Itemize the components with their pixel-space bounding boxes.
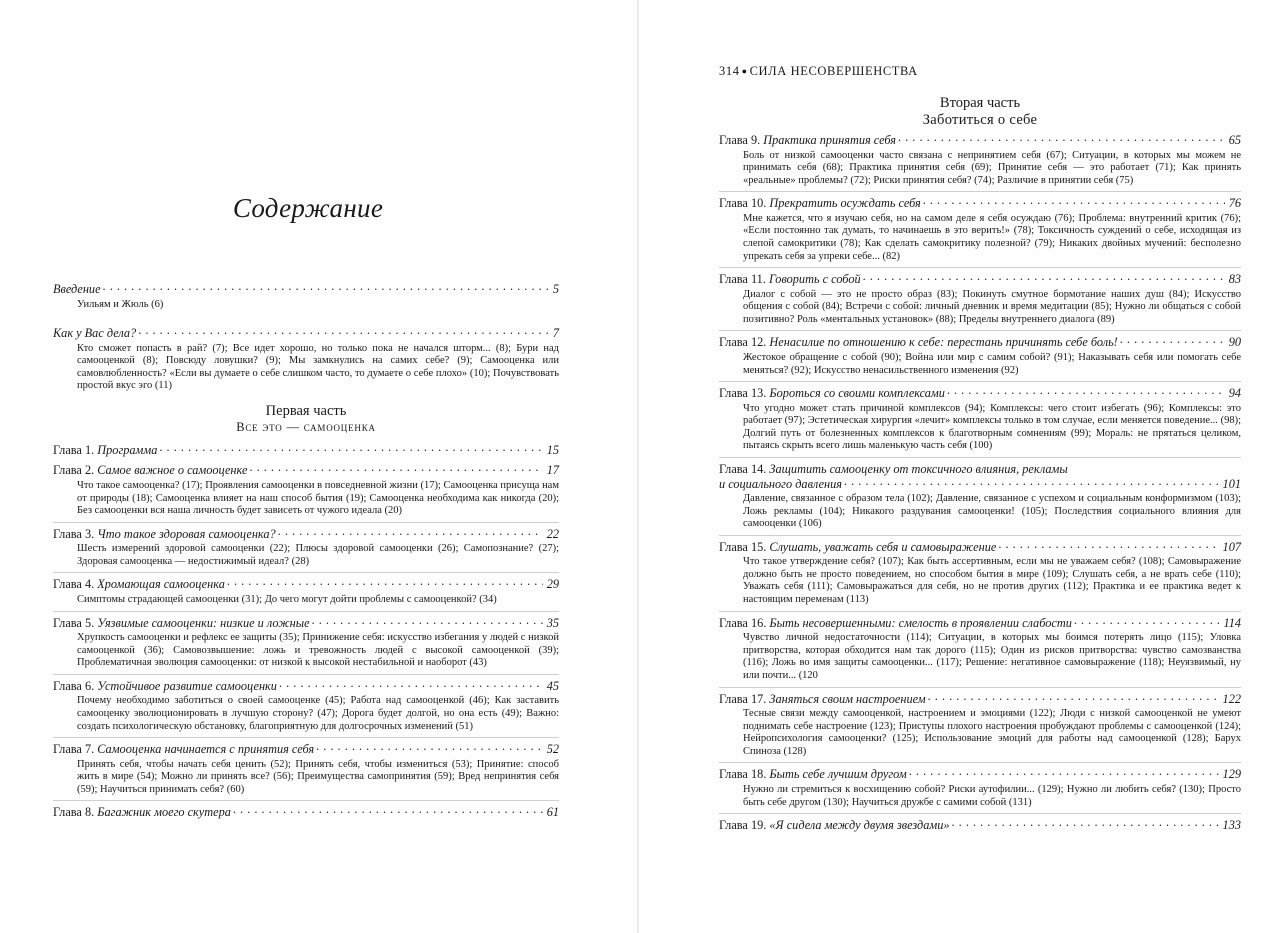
toc-entry — [719, 457, 1241, 531]
entry-title-line — [53, 805, 559, 820]
dot-leader — [952, 819, 1219, 829]
dot-leader — [844, 478, 1219, 488]
dot-leader — [316, 743, 543, 753]
chapter-sections: Нужно ли стремиться к восхищению собой? Риски аутофилии... (129); Нужно ли любить себя? (130); Просто быть себе другом (130); Научиться дружбе с самими собой (131) — [743, 783, 1241, 808]
chapter-page: 94 — [1228, 386, 1241, 401]
chapter-title: Устойчивое развитие самооценки — [97, 678, 277, 693]
chapter-sections: Диалог с собой — это не просто образ (83); Покинуть смутное бормотание наших душ (84); Искусство общения с собой (84); Встречи с собой: личный дневник и время медитации (85); Нужно ли общаться с собой позитивно? Роль «ментальных установок» (88); Пределы внутреннего диалога (89) — [743, 288, 1241, 325]
chapter-page: 22 — [546, 526, 559, 541]
dot-leader — [1120, 336, 1225, 346]
entry-divider — [719, 762, 1241, 763]
dot-leader — [312, 617, 543, 627]
part-label: Первая часть — [265, 402, 347, 419]
toc-entry — [719, 687, 1241, 759]
entry-divider — [53, 737, 559, 738]
entry-divider — [719, 267, 1241, 268]
toc-entry — [719, 762, 1241, 809]
toc-entry — [53, 463, 559, 517]
running-header — [719, 64, 918, 79]
chapter-title: Ненасилие по отношению к себе: перестань причинять себе боль! — [769, 335, 1118, 350]
entry-title-line — [53, 326, 559, 341]
entry-divider — [53, 800, 559, 801]
toc-entry — [719, 330, 1241, 377]
entry-title-line — [719, 462, 1241, 477]
chapter-sections: Что угодно может стать причиной комплексов (94); Комплексы: чего стоит избегать (96); Комплексы: это работает (97); Эстетическая хирургия «лечит» комплексы только в том случае, если меняется поведение... (98); Долгий путь от болезненных комплексов к благотворным сомнениям (99); Мораль: не прятаться целиком, пытаясь скрыть всего лишь маленькую часть себя (100) — [743, 402, 1241, 452]
chapter-page: 122 — [1222, 691, 1241, 706]
dot-leader — [279, 680, 543, 690]
chapter-number: Глава 15. — [719, 539, 767, 554]
dot-leader — [227, 578, 543, 588]
chapter-title: Самое важное о самооценке — [97, 463, 248, 478]
toc-entry — [53, 282, 559, 311]
entry-divider — [719, 457, 1241, 458]
entry-divider — [719, 813, 1241, 814]
dot-leader — [923, 197, 1225, 207]
chapter-title: Уязвимые самооценки: низкие и ложные — [97, 615, 310, 630]
chapter-page: 29 — [546, 577, 559, 592]
toc-entry — [719, 381, 1241, 453]
chapter-sections: Что такое утверждение себя? (107); Как быть ассертивным, если мы не уважаем себя? (108); Самовыражение должно быть не просто поведением, но способом бытия в мире (109); Слушать себя, а не врать себе (110); Уважать себя (111); Самовыражаться для себя, но не против других (112); Практика и ее практика ведет к настоящим переменам (113) — [743, 556, 1241, 606]
toc-entry — [719, 267, 1241, 326]
entry-title-line — [719, 196, 1241, 211]
chapter-number: Глава 10. — [719, 196, 767, 211]
chapter-page: 90 — [1228, 335, 1241, 350]
dot-leader — [898, 134, 1225, 144]
chapter-page: 35 — [546, 615, 559, 630]
chapter-title: Быть несовершенными: смелость в проявлении слабости — [769, 615, 1072, 630]
entry-divider — [719, 687, 1241, 688]
chapter-title: Хромающая самооценка — [97, 577, 225, 592]
dot-leader — [233, 806, 543, 816]
dot-leader — [928, 693, 1219, 703]
chapter-sections: Тесные связи между самооценкой, настроением и эмоциями (122); Люди с низкой самооценкой не умеют поднимать себе настроение (123); Приступы плохого настроения пробуждают проблемы с самооценкой (124); Нейропсихология самооценки? (125); Использование эмоций для работы над самооценкой (128); Барух Спиноза (128) — [743, 708, 1241, 757]
entry-title-line — [719, 616, 1241, 631]
entry-divider — [53, 674, 559, 675]
entry-title-line — [719, 692, 1241, 707]
chapter-title: Багажник моего скутера — [97, 805, 231, 820]
chapter-sections: Жестокое обращение с собой (90); Война или мир с самим собой? (91); Наказывать себя или помогать себе меняться? (92); Искусство ненасильственного изменения (92) — [743, 351, 1241, 376]
entry-divider — [719, 611, 1241, 612]
chapter-sections: Что такое самооценка? (17); Проявления самооценки в повседневной жизни (17); Самооценка присуща нам от природы (18); Самооценка влияет на наш способ бытия (19); Самооценка необходима как никогда (20); Без самооценки вся наша личность будет зависеть от чужого идеала (20) — [77, 479, 559, 517]
toc-entry — [53, 800, 559, 820]
chapter-sections: Шесть измерений здоровой самооценки (22); Плюсы здоровой самооценки (26); Самопознание? (27); Здоровая самооценка — недостижимый идеал? (28) — [77, 543, 559, 567]
part-heading — [53, 403, 559, 435]
chapter-number: Глава 11. — [719, 272, 766, 287]
chapter-page: 52 — [546, 742, 559, 757]
chapter-number: Глава 1. — [53, 442, 95, 457]
chapter-number: Глава 12. — [719, 335, 767, 350]
dot-leader — [159, 444, 542, 454]
chapter-title: Слушать, уважать себя и самовыражение — [769, 539, 997, 554]
dot-leader — [1074, 617, 1220, 627]
chapter-number: Глава 4. — [53, 577, 95, 592]
chapter-page: 107 — [1222, 539, 1241, 554]
entry-title-line — [53, 577, 559, 592]
chapter-page: 61 — [546, 805, 559, 820]
toc-entry — [719, 611, 1241, 683]
chapter-title: Введение — [53, 282, 101, 296]
entry-title-line — [53, 742, 559, 757]
entry-title-line — [719, 477, 1241, 492]
entry-divider — [53, 572, 559, 573]
chapter-page: 15 — [546, 442, 559, 457]
toc-entry — [719, 133, 1241, 187]
chapter-page: 129 — [1222, 767, 1241, 782]
chapter-title: Прекратить осуждать себя — [769, 196, 921, 211]
chapter-number: Глава 9. — [719, 133, 761, 147]
dot-leader — [863, 273, 1225, 283]
entry-title-line — [719, 386, 1241, 401]
entry-divider — [719, 535, 1241, 536]
part-heading — [719, 95, 1241, 129]
chapter-sections: Мне кажется, что я изучаю себя, но на самом деле я себя осуждаю (76); Проблема: внутренний критик (76); «Если постоянно так думать, то начинаешь в это верить!» (78); Токсичность суждений о себе, исходящая из слепой самокритики (78); Как сделать самокритику полезной? (79); Никаких двойных мучений: бесполезно упрекать себя за упреки себе... (82) — [743, 212, 1241, 262]
chapter-number: Глава 19. — [719, 818, 767, 833]
chapter-number: Глава 5. — [53, 615, 95, 630]
dot-leader — [249, 464, 542, 474]
chapter-page: 65 — [1228, 133, 1241, 147]
book-title: СИЛА НЕСОВЕРШЕНСТВА — [749, 64, 918, 78]
chapter-title: Практика принятия себя — [763, 133, 896, 147]
chapter-sections: Давление, связанное с образом тела (102); Давление, связанное с успехом и социальным конформизмом (103); Ложь рекламы (104); Никакого раздувания самооценки! (105); Последствия социального влияния для самооценки (106) — [743, 493, 1241, 530]
chapter-sections: Уильям и Жюль (6) — [77, 298, 164, 310]
right-page — [639, 0, 1276, 933]
dot-leader — [278, 528, 543, 538]
chapter-title: «Я сидела между двумя звездами» — [769, 818, 950, 833]
chapter-number: Глава 3. — [53, 526, 95, 541]
entry-divider — [719, 330, 1241, 331]
entry-divider — [719, 381, 1241, 382]
right-toc-column — [719, 95, 1241, 833]
dot-leader — [103, 283, 549, 293]
part-wrap — [719, 95, 1241, 129]
chapter-sections: Хрупкость самооценки и рефлекс ее защиты (35); Принижение себя: искусство избегания у людей с низкой самооценкой (36); Самовозвышение: ложь и тревожность людей с высокой самооценкой (39); Проблематичная эволюция самооценки: от низкой к высокой нестабильной и наоборот (43) — [77, 632, 559, 669]
chapter-title-continued: и социального давления — [719, 476, 842, 491]
chapter-sections: Симптомы страдающей самооценки (31); До чего могут дойти проблемы с самооценкой? (34) — [77, 593, 497, 605]
entry-title-line — [53, 527, 559, 542]
part-name: Все это — самооценка — [236, 419, 376, 434]
bullet-icon: ● — [741, 66, 748, 76]
entry-title-line — [53, 679, 559, 694]
entry-divider — [53, 611, 559, 612]
toc-entry — [53, 674, 559, 733]
dot-leader — [998, 541, 1218, 551]
part-wrap — [53, 403, 559, 435]
toc-entry — [53, 522, 559, 569]
chapter-title: Быть себе лучшим другом — [769, 767, 907, 782]
toc-entry — [53, 443, 559, 458]
page-title: Содержание — [232, 193, 384, 223]
chapter-number: Глава 17. — [719, 691, 767, 706]
chapter-page: 133 — [1222, 818, 1241, 833]
chapter-number: Глава 2. — [53, 463, 95, 478]
chapter-page: 45 — [546, 678, 559, 693]
dot-leader — [909, 768, 1219, 778]
chapter-title: Бороться со своими комплексами — [769, 386, 945, 401]
chapter-page: 5 — [552, 282, 559, 296]
entry-title-line — [719, 272, 1241, 287]
left-page — [0, 0, 637, 933]
left-toc-column — [53, 282, 559, 820]
chapter-page: 101 — [1222, 476, 1241, 491]
toc-entry — [53, 572, 559, 606]
chapter-sections: Чувство личной недостаточности (114); Ситуации, в которых мы боимся потерять лицо (115); Уловка притворства, которая обходится нам так дорого (115); Один из рисков притворства: чувство самозванства (116); Ложь во имя защиты самооценки... (117); Решение: негативное самовыражение (118); Неуязвимый, ну или почти... (120 — [743, 632, 1241, 681]
toc-entry — [53, 737, 559, 796]
chapter-number: Глава 18. — [719, 767, 767, 782]
toc-entry — [719, 813, 1241, 833]
chapter-page: 76 — [1228, 196, 1241, 211]
entry-title-line — [53, 443, 559, 458]
chapter-sections: Почему необходимо заботиться о своей самооценке (45); Работа над самооценкой (46); Как заставить самооценку эволюционировать в лучшую сторону? (47); Дорога будет долгой, но она есть (49); Важно: создать психологическую обстановку, благоприятную для долгосрочных изменений (51) — [77, 695, 559, 732]
chapter-title: Заняться своим настроением — [769, 691, 926, 706]
entry-divider — [719, 191, 1241, 192]
chapter-number: Глава 8. — [53, 805, 95, 820]
chapter-title: Защитить самооценку от токсичного влияния, рекламы — [769, 462, 1068, 476]
dot-leader — [138, 327, 549, 337]
entry-title-line — [53, 463, 559, 478]
chapter-page: 7 — [552, 326, 559, 341]
chapter-page: 17 — [546, 463, 559, 478]
toc-entry — [719, 191, 1241, 263]
chapter-number: Глава 14. — [719, 462, 767, 476]
toc-entry — [53, 326, 559, 393]
entry-title-line — [719, 133, 1241, 148]
chapter-title: Самооценка начинается с принятия себя — [97, 742, 315, 757]
chapter-number: Глава 7. — [53, 742, 95, 757]
toc-entry — [719, 535, 1241, 607]
chapter-number: Глава 16. — [719, 615, 767, 630]
toc-entry — [53, 611, 559, 670]
entry-title-line — [719, 540, 1241, 555]
chapter-page: 114 — [1223, 615, 1241, 630]
entry-title-line — [719, 818, 1241, 833]
entry-divider — [53, 522, 559, 523]
chapter-title: Говорить с собой — [768, 272, 861, 287]
part-label: Вторая часть — [939, 95, 1021, 111]
chapter-number: Глава 13. — [719, 386, 767, 401]
dot-leader — [947, 387, 1225, 397]
entry-title-line — [719, 335, 1241, 350]
chapter-sections: Боль от низкой самооценки часто связана с непринятием себя (67); Ситуации, в которых мы можем не принимать себя (68); Практика принятия себя (69); Принятие себя — это работает (71); Как принять «реальные» проблемы? (72); Риски принятия себя? (74); Различие в принятии себя (75) — [743, 149, 1241, 186]
part-name: Заботиться о себе — [922, 112, 1038, 128]
page-number: 314 — [719, 64, 740, 78]
entry-title-line — [53, 282, 559, 297]
entry-title-line — [719, 767, 1241, 782]
chapter-page: 83 — [1228, 272, 1241, 287]
chapter-title: Как у Вас дела? — [53, 326, 137, 341]
chapter-title: Программа — [97, 442, 158, 457]
chapter-number: Глава 6. — [53, 678, 95, 693]
chapter-sections: Кто сможет попасть в рай? (7); Все идет хорошо, но только пока не начался шторм... (8); Бури над самооценкой (8); Повсюду ловушки? (9); Мы замкнулись на самих себе? (9); Самооценка или самовлюбленность? «Если вы думаете о себе слишком часто, то думаете о себе плохо» (10); Почувствовать простой вкус эго (11) — [77, 342, 559, 392]
entry-title-line — [53, 616, 559, 631]
chapter-title: Что такое здоровая самооценка? — [97, 526, 276, 541]
chapter-sections: Принять себя, чтобы начать себя ценить (52); Принять себя, чтобы измениться (53); Принятие: способ жить в мире (54); Можно ли принять все? (56); Преимущества самопринятия (59); Вред непринятия себя (59); Научиться принимать себя? (60) — [77, 758, 559, 795]
